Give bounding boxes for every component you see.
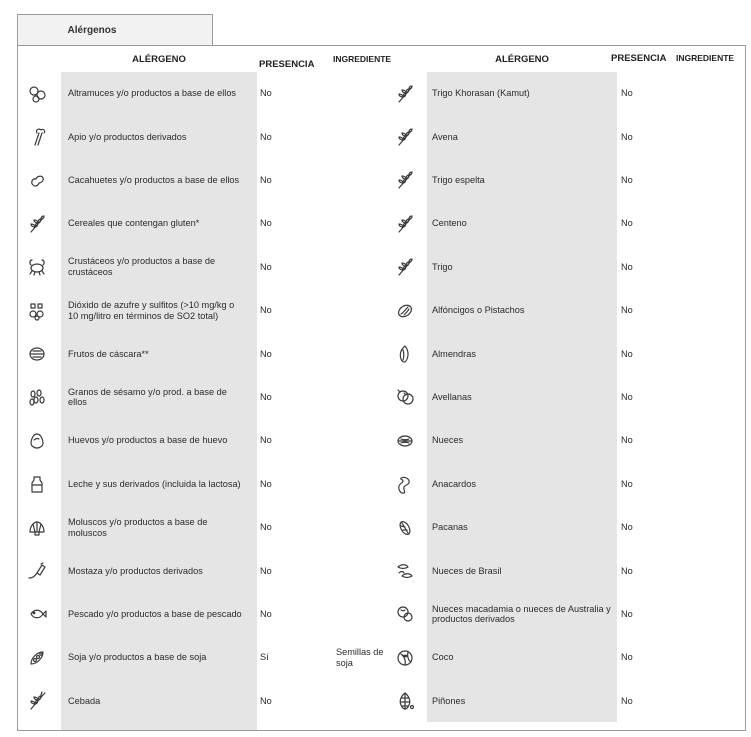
header-left-ingredient: INGREDIENTE bbox=[333, 54, 392, 64]
pine-cone-icon bbox=[395, 691, 415, 711]
ingredient-value bbox=[676, 506, 742, 549]
header-right-presence: PRESENCIA bbox=[611, 52, 667, 64]
allergen-name: Trigo espelta bbox=[432, 175, 485, 186]
allergen-name: Nueces bbox=[432, 435, 464, 446]
ingredient-value bbox=[676, 636, 742, 679]
allergens-tab-wrap bbox=[17, 14, 213, 45]
presence-value: No bbox=[621, 522, 633, 533]
ingredient-value bbox=[676, 463, 742, 506]
ingredient-value bbox=[676, 202, 742, 245]
presence-value: No bbox=[260, 435, 272, 446]
almond-icon bbox=[395, 344, 415, 364]
presence-value: No bbox=[621, 652, 633, 663]
presence-value: Sí bbox=[260, 652, 269, 663]
ingredient-value bbox=[676, 376, 742, 419]
ingredient-value bbox=[676, 72, 742, 115]
allergen-name: Piñones bbox=[432, 695, 466, 706]
table-row bbox=[18, 636, 745, 679]
ingredient-value bbox=[676, 159, 742, 202]
table-row bbox=[18, 246, 745, 289]
allergen-name: Centeno bbox=[432, 218, 467, 229]
wheat-icon bbox=[395, 84, 415, 104]
ingredient-value: Semillas de soja bbox=[336, 647, 384, 668]
coconut-icon bbox=[392, 636, 418, 679]
hazelnut-icon bbox=[392, 376, 418, 419]
table-row bbox=[18, 332, 745, 375]
header-right-ingredient: INGREDIENTE bbox=[676, 53, 735, 63]
allergen-name: Anacardos bbox=[432, 478, 476, 489]
presence-value: No bbox=[260, 88, 272, 99]
ingredient-value bbox=[676, 115, 742, 158]
wheat-icon bbox=[392, 202, 418, 245]
allergen-name: Cereales que contengan gluten* bbox=[68, 218, 200, 229]
presence-value: No bbox=[260, 565, 272, 576]
allergen-name: Avena bbox=[432, 131, 458, 142]
wheat-icon bbox=[395, 170, 415, 190]
header-right-allergen: ALÉRGENO bbox=[495, 53, 549, 65]
wheat-icon bbox=[392, 246, 418, 289]
allergen-name: Trigo Khorasan (Kamut) bbox=[432, 88, 530, 99]
pecan-icon bbox=[395, 518, 415, 538]
macadamia-icon bbox=[392, 593, 418, 636]
presence-value: No bbox=[260, 522, 272, 533]
allergen-name: Cebada bbox=[68, 695, 101, 706]
walnut-icon bbox=[395, 431, 415, 451]
presence-value: No bbox=[621, 435, 633, 446]
presence-value: No bbox=[621, 348, 633, 359]
allergen-name: Cacahuetes y/o productos a base de ellos bbox=[68, 175, 240, 186]
pistachio-icon bbox=[395, 301, 415, 321]
presence-value: No bbox=[260, 609, 272, 620]
wheat-icon bbox=[395, 257, 415, 277]
ingredient-value bbox=[676, 289, 742, 332]
macadamia-icon bbox=[395, 604, 415, 624]
pecan-icon bbox=[392, 506, 418, 549]
header-left-presence: PRESENCIA bbox=[259, 58, 315, 70]
ingredient-value bbox=[676, 549, 742, 592]
brazil-nut-icon bbox=[395, 561, 415, 581]
presence-value: No bbox=[260, 261, 272, 272]
allergen-name: Pescado y/o productos a base de pescado bbox=[68, 609, 242, 620]
presence-value: No bbox=[260, 348, 272, 359]
allergen-name: Crustáceos y/o productos a base de crustáceos bbox=[68, 256, 216, 278]
cashew-icon bbox=[395, 474, 415, 494]
hazelnut-icon bbox=[395, 387, 415, 407]
allergen-name: Leche y sus derivados (incluida la lactosa) bbox=[68, 478, 241, 489]
table-row bbox=[18, 376, 745, 419]
allergen-name: Mostaza y/o productos derivados bbox=[68, 565, 203, 576]
presence-value: No bbox=[621, 131, 633, 142]
presence-value: No bbox=[260, 218, 272, 229]
table-row bbox=[18, 419, 745, 462]
presence-value: No bbox=[621, 175, 633, 186]
presence-value: No bbox=[260, 175, 272, 186]
table-row bbox=[18, 680, 745, 723]
coconut-icon bbox=[395, 648, 415, 668]
table-row bbox=[18, 463, 745, 506]
allergen-name: Nueces macadamia o nueces de Australia y productos derivados bbox=[432, 603, 611, 625]
presence-value: No bbox=[621, 88, 633, 99]
table-row bbox=[18, 593, 745, 636]
allergen-name: Pacanas bbox=[432, 522, 468, 533]
presence-value: No bbox=[621, 565, 633, 576]
ingredient-value bbox=[676, 593, 742, 636]
wheat-icon bbox=[392, 72, 418, 115]
allergen-name: Altramuces y/o productos a base de ellos bbox=[68, 88, 237, 99]
presence-value: No bbox=[621, 478, 633, 489]
presence-value: No bbox=[260, 305, 272, 316]
allergen-name: Frutos de cáscara** bbox=[68, 348, 149, 359]
wheat-icon bbox=[392, 115, 418, 158]
allergen-name: Alfóncigos o Pistachos bbox=[432, 305, 525, 316]
cashew-icon bbox=[392, 463, 418, 506]
ingredient-value bbox=[676, 419, 742, 462]
almond-icon bbox=[392, 332, 418, 375]
wheat-icon bbox=[395, 127, 415, 147]
table-row bbox=[18, 202, 745, 245]
ingredient-value bbox=[676, 332, 742, 375]
allergen-table bbox=[17, 45, 746, 731]
presence-value: No bbox=[621, 695, 633, 706]
allergen-name: Soja y/o productos a base de soja bbox=[68, 652, 207, 663]
table-row bbox=[18, 506, 745, 549]
allergen-name: Apio y/o productos derivados bbox=[68, 131, 187, 142]
presence-value: No bbox=[621, 261, 633, 272]
tab-allergens[interactable]: Alérgenos bbox=[17, 14, 213, 46]
table-row bbox=[18, 289, 745, 332]
table-row bbox=[18, 159, 745, 202]
allergen-name: Granos de sésamo y/o prod. a base de ellos bbox=[68, 386, 227, 408]
pine-cone-icon bbox=[392, 680, 418, 723]
ingredient-value bbox=[676, 246, 742, 289]
table-row bbox=[18, 549, 745, 592]
allergen-name: Coco bbox=[432, 652, 454, 663]
presence-value: No bbox=[260, 131, 272, 142]
pistachio-icon bbox=[392, 289, 418, 332]
brazil-nut-icon bbox=[392, 549, 418, 592]
allergen-name: Huevos y/o productos a base de huevo bbox=[68, 435, 228, 446]
walnut-icon bbox=[392, 419, 418, 462]
allergen-name: Moluscos y/o productos a base de moluscos bbox=[68, 516, 208, 538]
presence-value: No bbox=[621, 218, 633, 229]
presence-value: No bbox=[260, 695, 272, 706]
ingredient-value bbox=[676, 680, 742, 723]
allergen-name: Avellanas bbox=[432, 392, 472, 403]
presence-value: No bbox=[260, 478, 272, 489]
presence-value: No bbox=[621, 609, 633, 620]
presence-value: No bbox=[621, 305, 633, 316]
allergen-name: Trigo bbox=[432, 261, 453, 272]
header-left-allergen: ALÉRGENO bbox=[132, 53, 186, 65]
table-row bbox=[18, 72, 745, 115]
wheat-icon bbox=[395, 214, 415, 234]
presence-value: No bbox=[260, 392, 272, 403]
allergen-name: Dióxido de azufre y sulfitos (>10 mg/kg o 10 mg/litro en términos de SO2 total) bbox=[68, 299, 235, 321]
presence-value: No bbox=[621, 392, 633, 403]
wheat-icon bbox=[392, 159, 418, 202]
allergen-name: Almendras bbox=[432, 348, 476, 359]
table-row bbox=[18, 115, 745, 158]
allergen-name: Nueces de Brasil bbox=[432, 565, 502, 576]
